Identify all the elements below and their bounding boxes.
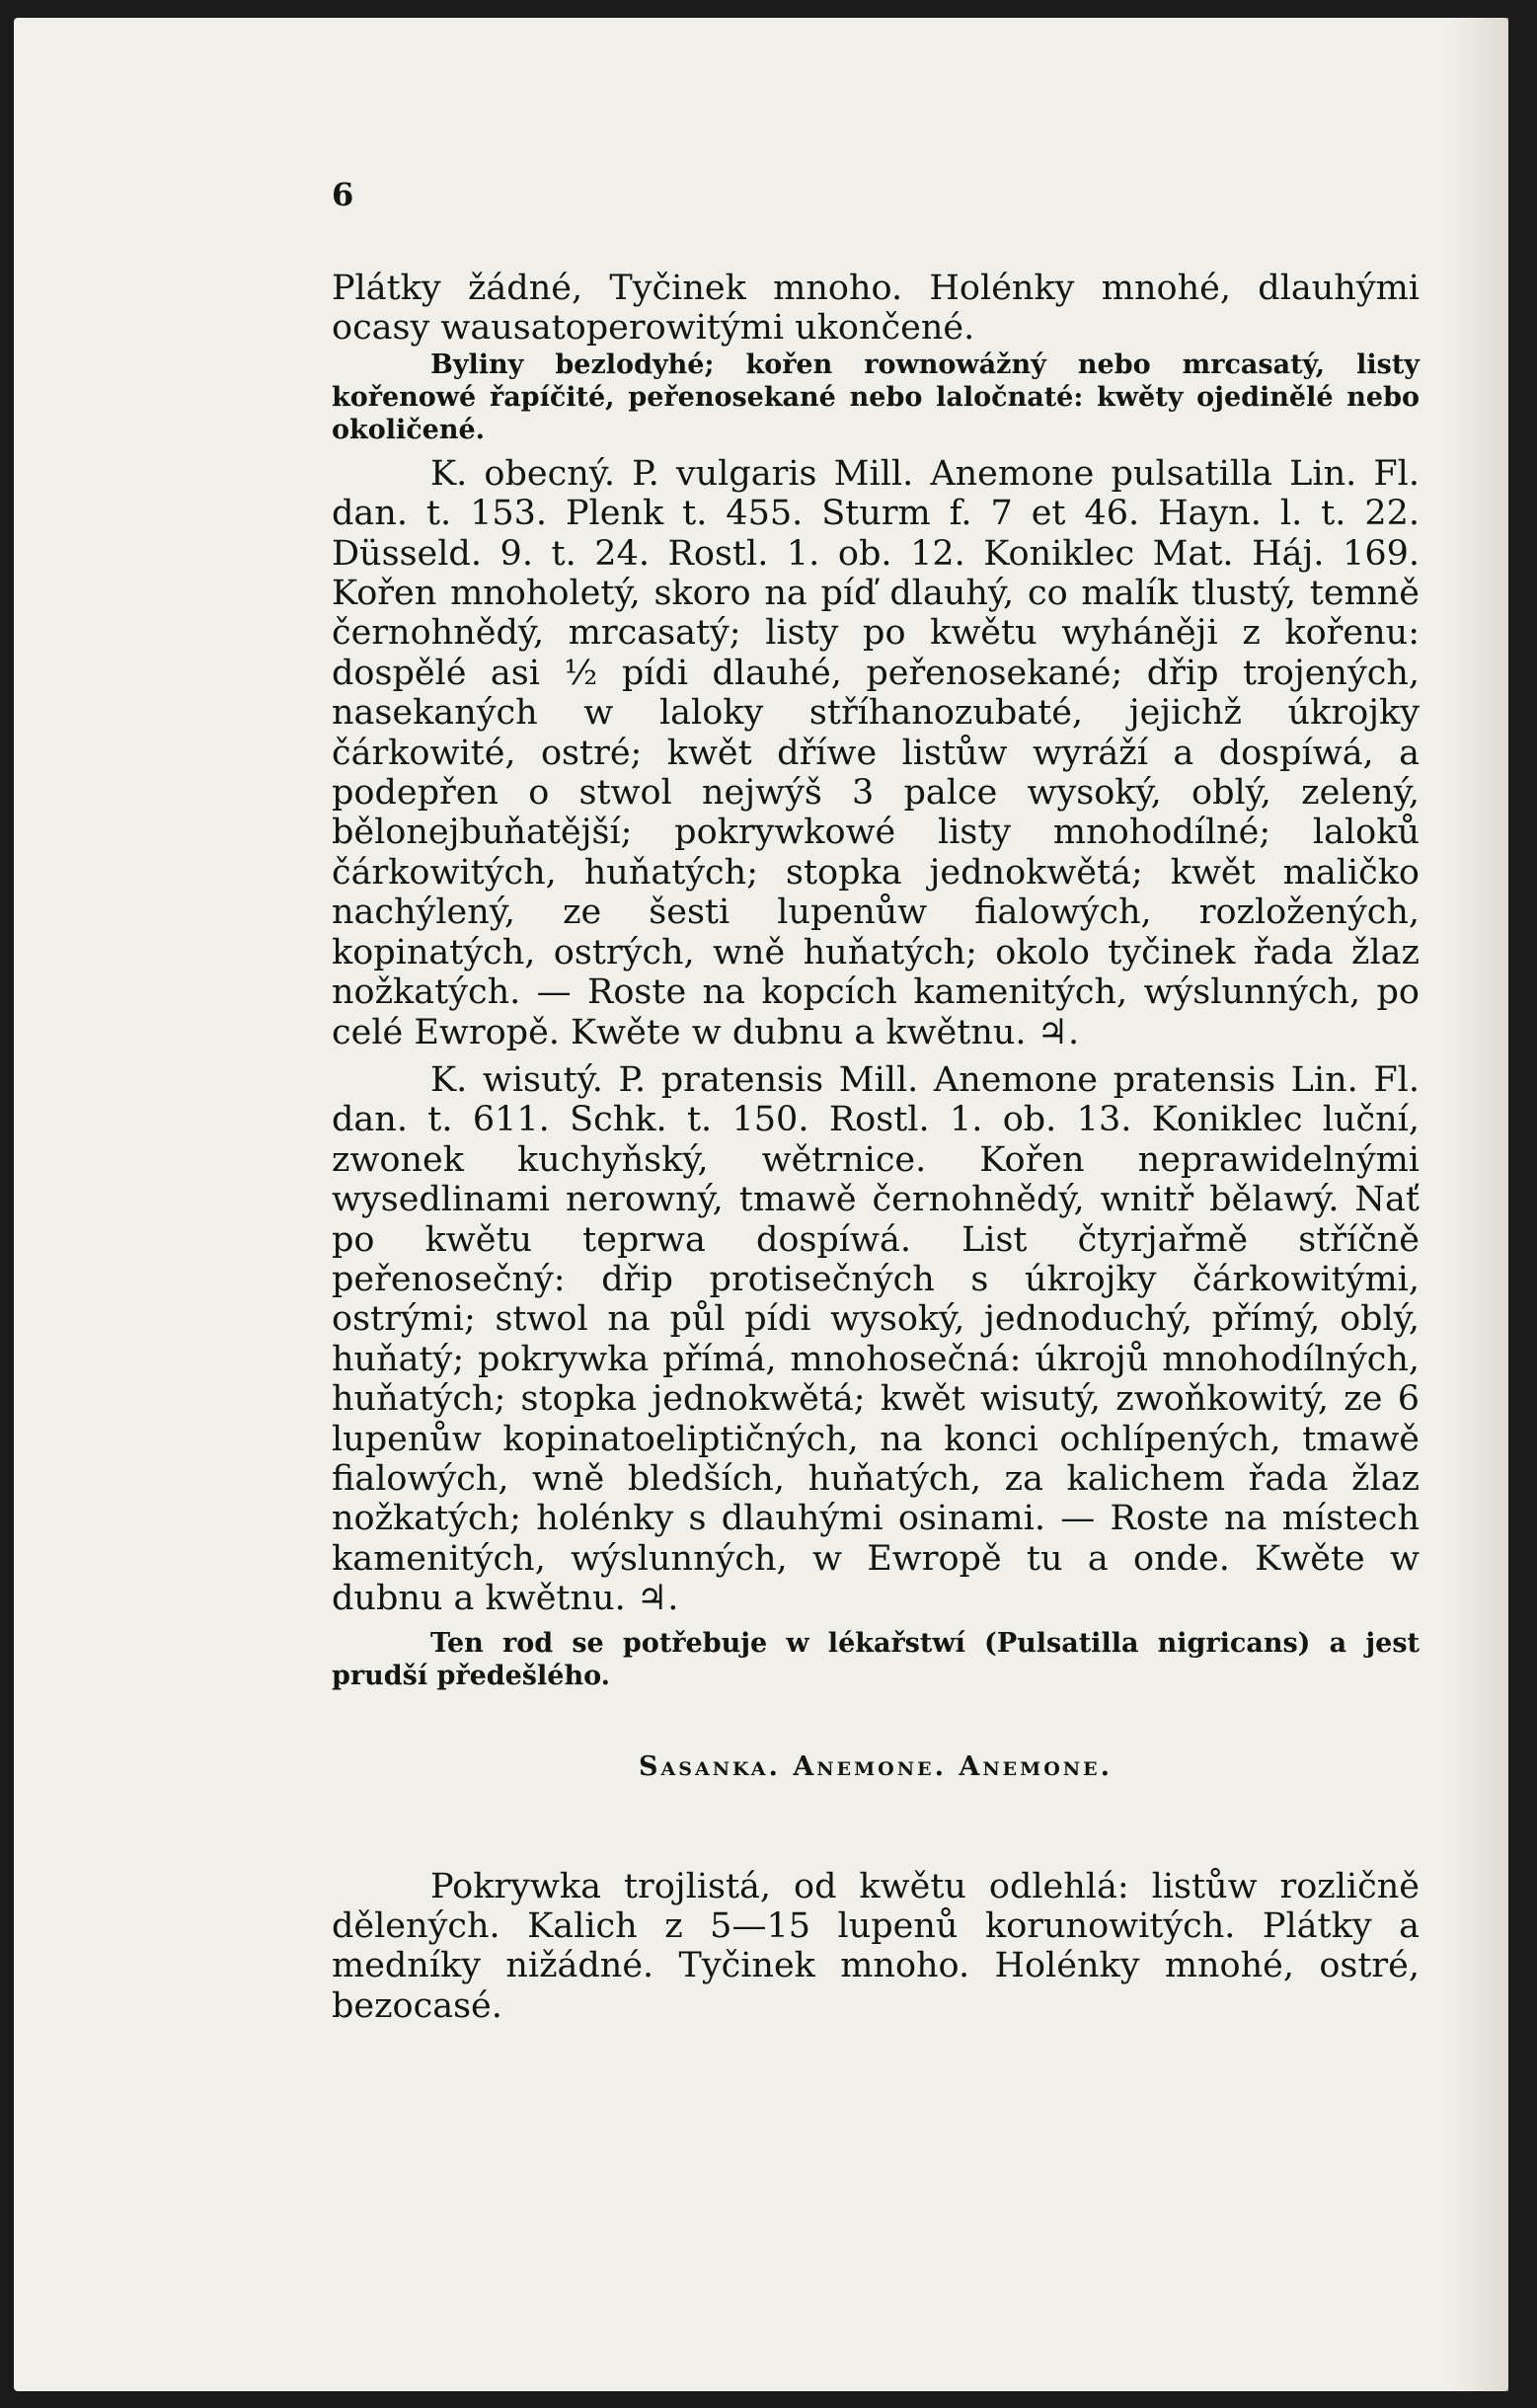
page-number: 6 bbox=[332, 176, 354, 213]
genus-description: Pokrywka trojlistá, od kwětu odlehlá: listůw rozličně dělených. Kalich z 5—15 lupenů korunowitých. Plátky a medníky nižádné. Tyčinek mnoho. Holénky mnohé, ostré, bezocasé. bbox=[332, 1866, 1420, 2026]
page-content bbox=[332, 176, 1420, 2026]
species-entry-pratensis: K. wisutý. P. pratensis Mill. Anemone pratensis Lin. Fl. dan. t. 611. Schk. t. 150. Rostl. 1. ob. 13. Koniklec luční, zwonek kuchyňský, wětrnice. Kořen neprawidelnými wysedlinami nerowný, tmawě černohnědý, wnitř bělawý. Nať po kwětu teprwa dospíwá. List čtyrjařmě stříčně peřenosečný: dřip protisečných s úkrojky čárkowitými, ostrými; stwol na půl pídi wysoký, jednoduchý, přímý, oblý, huňatý; pokrywka přímá, mnohosečná: úkrojů mnohodílných, huňatých; stopka jednokwětá; kwět wisutý, zwoňkowitý, ze 6 lupenůw kopinatoeliptičných, na konci ochlípených, tmawě fialowých, wně bledších, huňatých, za kalichem řada žlaz nožkatých; holénky s dlauhými osinami. — Roste na místech kamenitých, wýslunných, w Ewropě tu a onde. Kwěte w dubnu a kwětnu. ♃. bbox=[332, 1059, 1420, 1619]
book-page bbox=[14, 18, 1508, 2391]
intro-note: Byliny bezlodyhé; kořen rownowážný nebo mrcasatý, listy kořenowé řapíčité, peřenosekané nebo laločnaté: kwěty ojedinělé nebo okoličené. bbox=[332, 349, 1420, 445]
genus-heading: Sasanka. Anemone. Anemone. bbox=[638, 1750, 1113, 1782]
intro-paragraph: Plátky žádné, Tyčinek mnoho. Holénky mnohé, dlauhými ocasy wausatoperowitými ukončené. bbox=[332, 269, 1420, 349]
page-edge-shadow bbox=[1449, 18, 1508, 2391]
usage-note: Ten rod se potřebuje w lékařstwí (Pulsatilla nigricans) a jest prudší předešlého. bbox=[332, 1627, 1420, 1691]
species-entry-vulgaris: K. obecný. P. vulgaris Mill. Anemone pulsatilla Lin. Fl. dan. t. 153. Plenk t. 455. Sturm f. 7 et 46. Hayn. l. t. 22. Düsseld. 9. t. 24. Rostl. 1. ob. 12. Koniklec Mat. Háj. 169. Kořen mnoholetý, skoro na píď dlauhý, co malík tlustý, temně černohnědý, mrcasatý; listy po kwětu wyháněji z kořenu: dospělé asi ½ pídi dlauhé, peřenosekané; dřip trojených, nasekaných w laloky stříhanozubaté, jejichž úkrojky čárkowité, ostré; kwět dříwe listůw wyráží a dospíwá, a podepřen o stwol nejwýš 3 palce wysoký, oblý, zelený, bělonejbuňatější; pokrywkowé listy mnohodílné; laloků čárkowitých, huňatých; stopka jednokwětá; kwět maličko nachýlený, ze šesti lupenůw fialowých, rozložených, kopinatých, ostrých, wně huňatých; okolo tyčinek řada žlaz nožkatých. — Roste na kopcích kamenitých, wýslunných, po celé Ewropě. Kwěte w dubnu a kwětnu. ♃. bbox=[332, 453, 1420, 1052]
